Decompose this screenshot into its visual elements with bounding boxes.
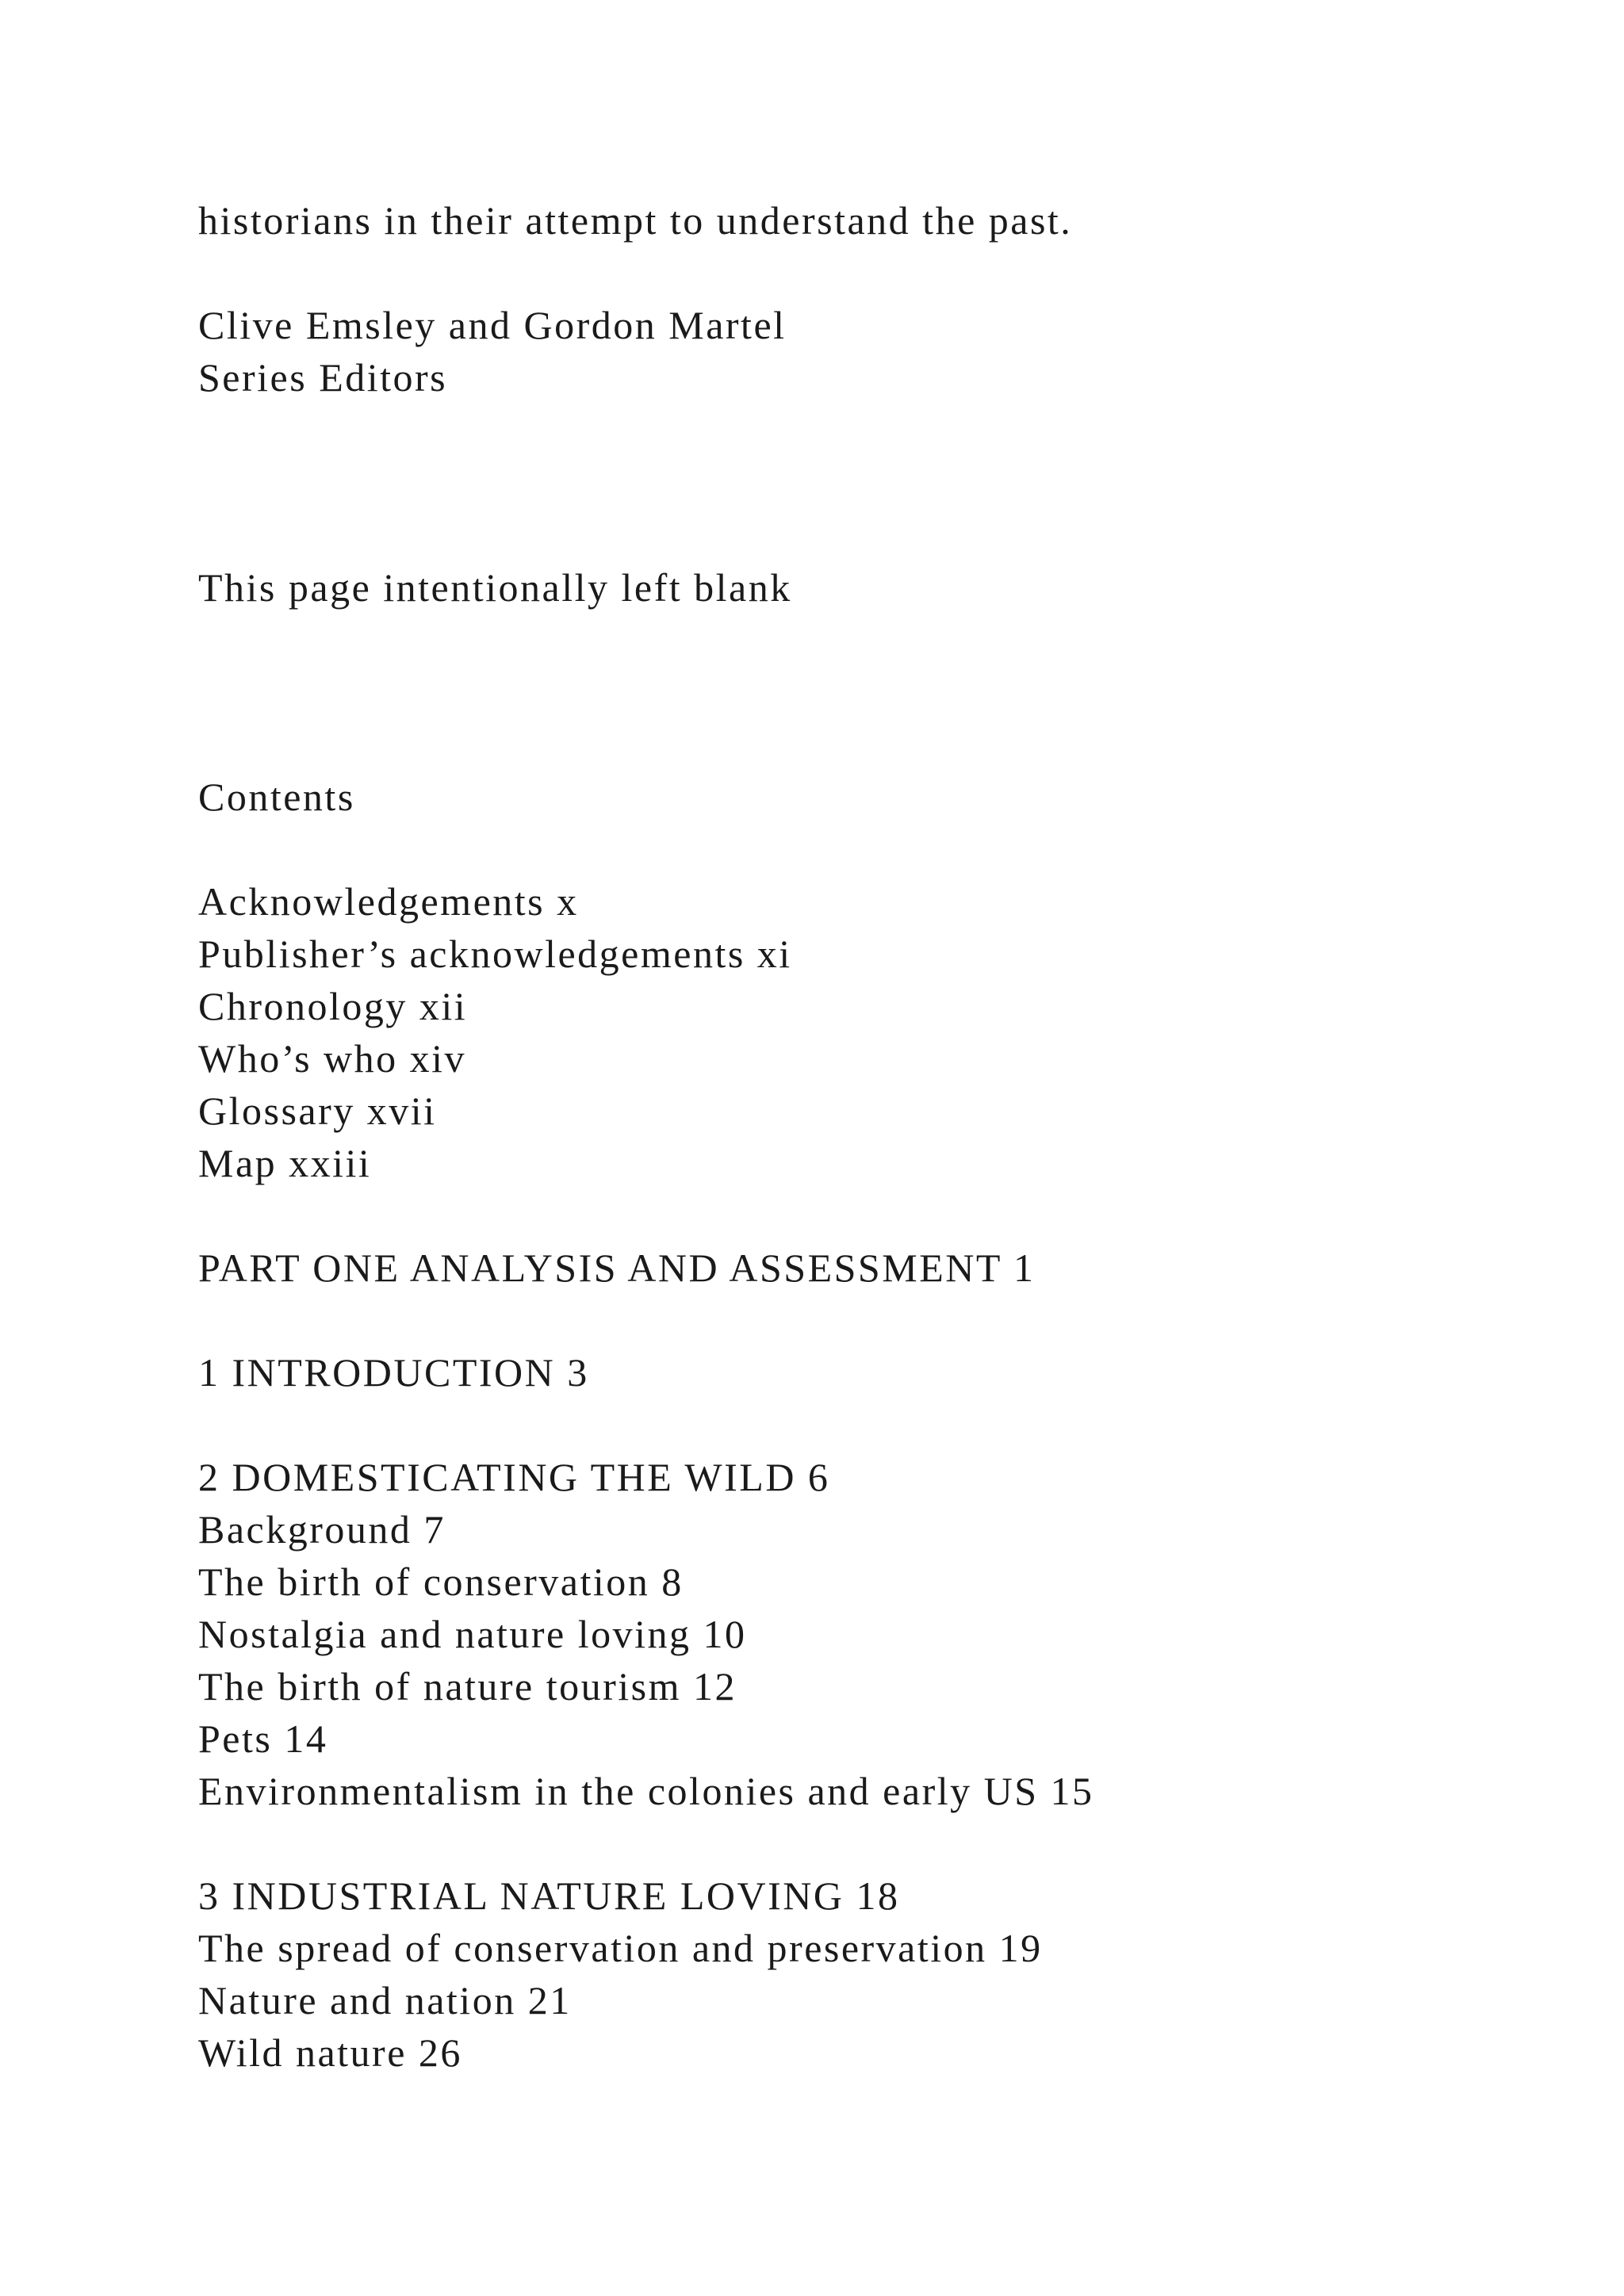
toc-entry-acknowledgements: Acknowledgements x <box>198 879 579 924</box>
toc-section-nature-and-nation: Nature and nation 21 <box>198 1978 572 2022</box>
toc-chapter-3: 3 INDUSTRIAL NATURE LOVING 18 <box>198 1873 900 1918</box>
toc-entry-whos-who: Who’s who xiv <box>198 1036 467 1081</box>
series-editors-label: Series Editors <box>198 355 448 400</box>
toc-section-spread-of-conservation: The spread of conservation and preservation 19 <box>198 1926 1043 1970</box>
toc-section-environmentalism: Environmentalism in the colonies and early US 15 <box>198 1769 1094 1813</box>
series-editors-names: Clive Emsley and Gordon Martel <box>198 303 787 347</box>
toc-section-birth-of-conservation: The birth of conservation 8 <box>198 1559 684 1604</box>
toc-chapter-2: 2 DOMESTICATING THE WILD 6 <box>198 1455 830 1499</box>
toc-section-background: Background 7 <box>198 1507 446 1552</box>
toc-chapter-1: 1 INTRODUCTION 3 <box>198 1350 589 1395</box>
toc-entry-glossary: Glossary xvii <box>198 1089 437 1133</box>
intro-text-line: historians in their attempt to understand the past. <box>198 198 1073 243</box>
toc-section-wild-nature: Wild nature 26 <box>198 2030 462 2075</box>
toc-entry-chronology: Chronology xii <box>198 984 468 1028</box>
toc-entry-map: Map xxiii <box>198 1141 372 1185</box>
contents-heading: Contents <box>198 775 355 819</box>
toc-entry-publishers-acknowledgements: Publisher’s acknowledgements xi <box>198 932 792 976</box>
toc-section-pets: Pets 14 <box>198 1716 328 1761</box>
toc-part-one: PART ONE ANALYSIS AND ASSESSMENT 1 <box>198 1246 1036 1290</box>
blank-page-notice: This page intentionally left blank <box>198 565 792 610</box>
toc-section-nostalgia: Nostalgia and nature loving 10 <box>198 1612 747 1656</box>
toc-section-nature-tourism: The birth of nature tourism 12 <box>198 1664 737 1709</box>
